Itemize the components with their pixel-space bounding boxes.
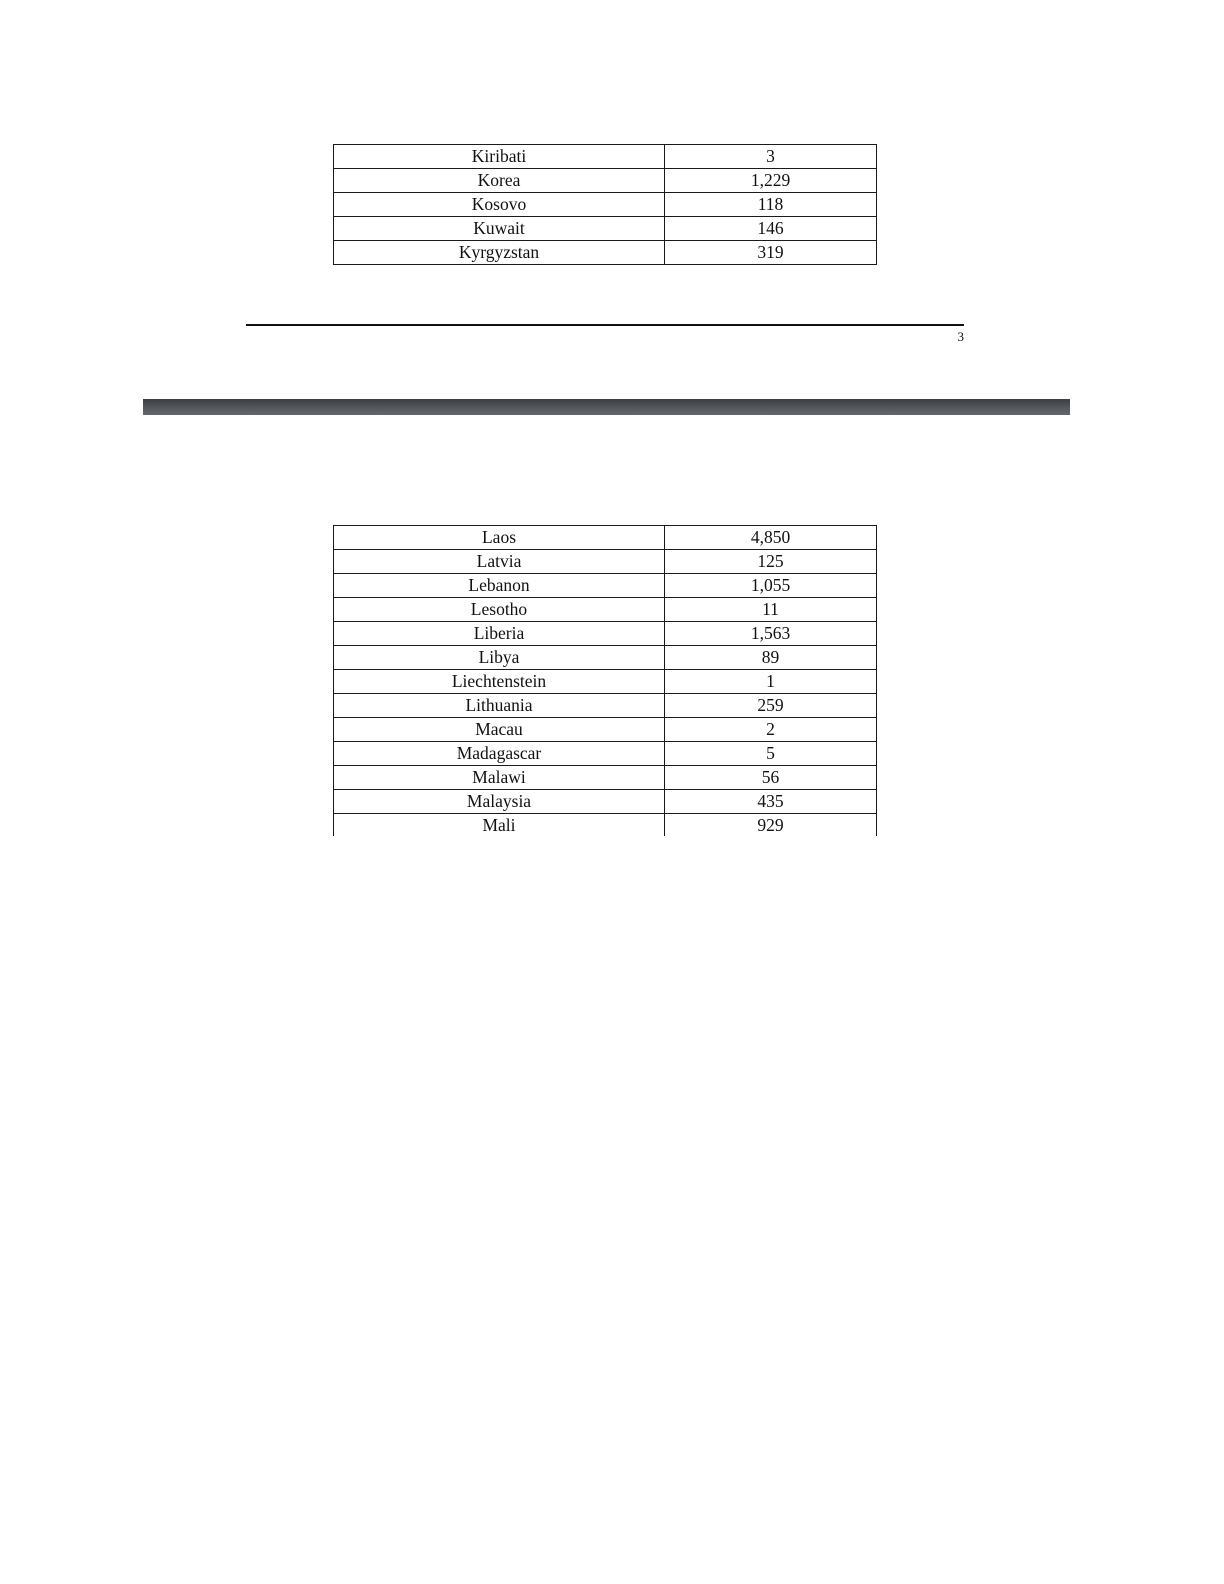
value-cell: 319 [665,241,877,265]
value-cell: 89 [665,646,877,670]
country-cell: Korea [334,169,665,193]
value-cell: 125 [665,550,877,574]
table-row [334,814,877,837]
table-row [334,574,877,598]
country-cell: Lithuania [334,694,665,718]
country-cell: Malawi [334,766,665,790]
table-row [334,526,877,550]
value-cell: 435 [665,790,877,814]
value-cell: 2 [665,718,877,742]
country-count-table-bottom [333,525,877,836]
page-number: 3 [957,329,964,344]
country-cell: Malaysia [334,790,665,814]
country-cell: Laos [334,526,665,550]
country-cell: Macau [334,718,665,742]
country-cell: Kuwait [334,217,665,241]
table-row [334,790,877,814]
value-cell: 259 [665,694,877,718]
country-cell: Kyrgyzstan [334,241,665,265]
country-cell: Kosovo [334,193,665,217]
value-cell: 118 [665,193,877,217]
table-row [334,598,877,622]
country-cell: Mali [334,814,665,837]
table-row [334,742,877,766]
country-cell: Lebanon [334,574,665,598]
value-cell: 11 [665,598,877,622]
country-cell: Madagascar [334,742,665,766]
country-cell: Kiribati [334,145,665,169]
country-cell: Liechtenstein [334,670,665,694]
table-row [334,646,877,670]
table-row [334,766,877,790]
value-cell: 4,850 [665,526,877,550]
country-cell: Latvia [334,550,665,574]
table-row [334,550,877,574]
value-cell: 146 [665,217,877,241]
value-cell: 5 [665,742,877,766]
country-cell: Liberia [334,622,665,646]
country-cell: Lesotho [334,598,665,622]
country-cell: Libya [334,646,665,670]
value-cell: 929 [665,814,877,837]
value-cell: 56 [665,766,877,790]
value-cell: 3 [665,145,877,169]
value-cell: 1,563 [665,622,877,646]
value-cell: 1 [665,670,877,694]
table-row [334,622,877,646]
table-row [334,670,877,694]
table-row [334,718,877,742]
value-cell: 1,229 [665,169,877,193]
value-cell: 1,055 [665,574,877,598]
table-row [334,694,877,718]
